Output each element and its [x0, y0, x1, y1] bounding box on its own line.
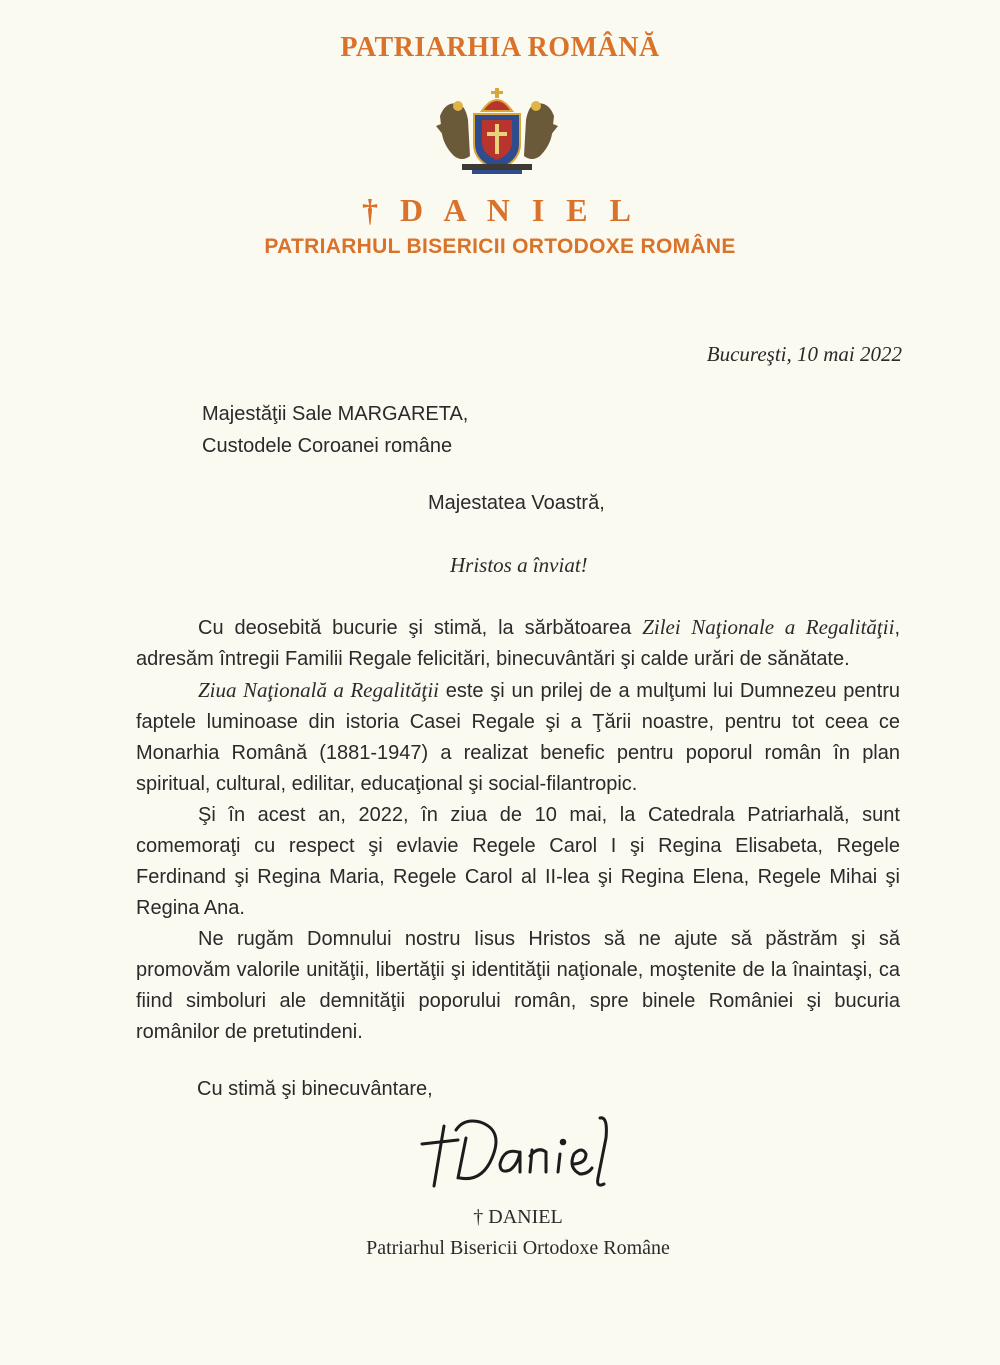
paragraph-2-emphasis: Ziua Naţională a Regalităţii [198, 678, 439, 702]
paragraph-1-emphasis: Zilei Naţionale a Regalităţii [642, 615, 895, 639]
letter-body [136, 612, 900, 1048]
handwritten-signature [400, 1108, 640, 1198]
easter-greeting: Hristos a înviat! [450, 553, 588, 577]
salutation: Majestatea Voastră, [428, 492, 605, 514]
patriarch-name-heading: † D A N I E L [362, 192, 638, 228]
paragraph-1-text-b: , adresăm întregii Familii Regale felicitări, binecuvântări şi calde urări de sănătate. [136, 617, 900, 670]
signer-title: Patriarhul Bisericii Ortodoxe Române [366, 1237, 670, 1259]
recipient-line-1: Majestăţii Sale MARGARETA, [202, 403, 469, 425]
patriarch-title-heading: PATRIARHUL BISERICII ORTODOXE ROMÂNE [264, 235, 736, 258]
signer-name: † DANIEL [473, 1206, 563, 1228]
institution-heading: PATRIARHIA ROMÂNĂ [340, 32, 660, 63]
closing-line: Cu stimă şi binecuvântare, [197, 1078, 433, 1100]
paragraph-1 [136, 612, 900, 675]
paragraph-3: Şi în acest an, 2022, în ziua de 10 mai, la Catedrala Patriarhală, sunt comemoraţi cu respect şi evlavie Regele Carol I şi Regina Elisabeta, Regele Ferdinand şi Regina Maria, Regele Carol al II-lea şi Regina Elena, Regele Mihai şi Regina Ana. [136, 804, 900, 919]
recipient-line-2: Custodele Coroanei române [202, 435, 453, 457]
recipient-block [202, 398, 468, 462]
paragraph-4: Ne rugăm Domnului nostru Iisus Hristos să ne ajute să păstrăm şi să promovăm valorile unităţii, libertăţii şi identităţii naţionale, moştenite de la înaintaşi, ca fiind simboluri ale demnităţii poporului român, spre binele României şi bucuria românilor de pretutindeni. [136, 928, 900, 1043]
patriarchate-coat-of-arms-icon [432, 86, 562, 176]
paragraph-2 [136, 675, 900, 800]
paragraph-2-text: este şi un prilej de a mulţumi lui Dumnezeu pentru faptele luminoase din istoria Casei Regale şi a Ţării noastre, pentru tot ceea ce Monarhia Română (1881-1947) a realizat benefic pentru poporul român în plan spiritual, cultural, edilitar, educaţional şi social-filantropic. [136, 680, 900, 795]
letter-date: Bucureşti, 10 mai 2022 [706, 342, 902, 366]
paragraph-1-text-a: Cu deosebită bucurie şi stimă, la sărbătoarea [198, 617, 643, 639]
